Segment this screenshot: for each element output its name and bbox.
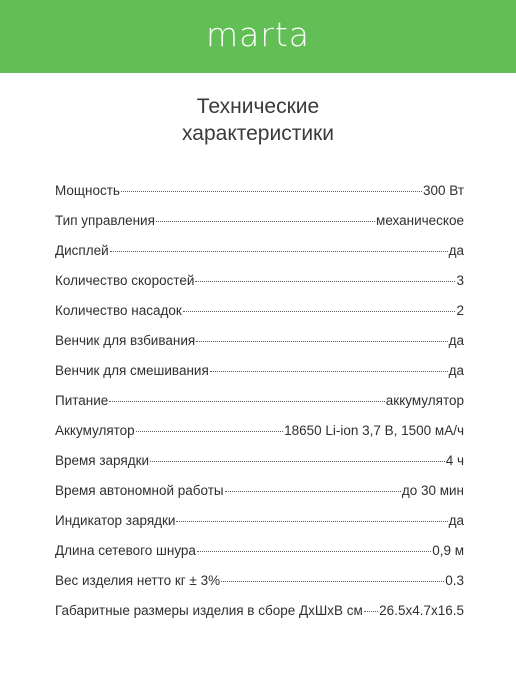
spec-label: Питание (55, 393, 109, 408)
spec-row-runtime (55, 483, 464, 513)
spec-row-cord-length (55, 543, 464, 573)
spec-label: Индикатор зарядки (55, 513, 176, 528)
spec-value: 4 ч (445, 453, 464, 468)
page-title (0, 93, 516, 147)
spec-row-whisk-mixing (55, 363, 464, 393)
spec-value: аккумулятор (385, 393, 464, 408)
spec-label: Время автономной работы (55, 483, 224, 498)
spec-label: Количество насадок (55, 303, 182, 318)
spec-value: 26.5х4.7х16.5 (379, 603, 464, 618)
spec-row-control-type (55, 213, 464, 243)
spec-row-charge-time (55, 453, 464, 483)
spec-row-charge-indicator (55, 513, 464, 543)
spec-row-whisk-beating (55, 333, 464, 363)
spec-value: да (448, 363, 464, 378)
spec-value: 3 (456, 273, 464, 288)
dot-leader (225, 491, 401, 492)
spec-label: Габаритные размеры изделия в сборе ДхШхВ см (55, 603, 363, 618)
spec-label: Мощность (55, 183, 120, 198)
dot-leader (364, 611, 378, 612)
spec-row-attachments (55, 303, 464, 333)
spec-row-speeds (55, 273, 464, 303)
dot-leader (197, 551, 431, 552)
dot-leader (176, 521, 447, 522)
dot-leader (195, 281, 455, 282)
dot-leader (110, 251, 448, 252)
spec-row-power-source (55, 393, 464, 423)
brand-logo: marta (205, 15, 311, 54)
brand-header (0, 0, 516, 73)
page-title-line-2: характеристики (182, 122, 334, 145)
spec-list (55, 183, 464, 633)
spec-value: 0,9 м (432, 543, 464, 558)
dot-leader (109, 401, 385, 402)
spec-row-power (55, 183, 464, 213)
spec-row-dimensions (55, 603, 464, 633)
spec-value: 300 Вт (422, 183, 464, 198)
spec-label: Венчик для смешивания (55, 363, 209, 378)
spec-label: Количество скоростей (55, 273, 195, 288)
spec-value: 18650 Li-ion 3,7 В, 1500 мА/ч (284, 423, 464, 438)
spec-row-display (55, 243, 464, 273)
spec-label: Дисплей (55, 243, 109, 258)
dot-leader (121, 191, 422, 192)
spec-value: механическое (376, 213, 464, 228)
dot-leader (183, 311, 456, 312)
dot-leader (196, 341, 447, 342)
spec-label: Длина сетевого шнура (55, 543, 196, 558)
spec-value: 2 (456, 303, 464, 318)
spec-label: Венчик для взбивания (55, 333, 196, 348)
spec-label: Время зарядки (55, 453, 150, 468)
spec-row-battery (55, 423, 464, 453)
spec-value: до 30 мин (401, 483, 464, 498)
spec-label: Вес изделия нетто кг ± 3% (55, 573, 221, 588)
spec-row-net-weight (55, 573, 464, 603)
spec-value: да (448, 333, 464, 348)
page-title-line-1: Технические (196, 95, 320, 118)
spec-label: Тип управления (55, 213, 155, 228)
dot-leader (210, 371, 448, 372)
spec-value: да (448, 513, 464, 528)
dot-leader (221, 581, 444, 582)
spec-value: 0.3 (445, 573, 464, 588)
dot-leader (156, 221, 375, 222)
spec-value: да (448, 243, 464, 258)
dot-leader (150, 461, 445, 462)
dot-leader (136, 431, 283, 432)
spec-label: Аккумулятор (55, 423, 135, 438)
